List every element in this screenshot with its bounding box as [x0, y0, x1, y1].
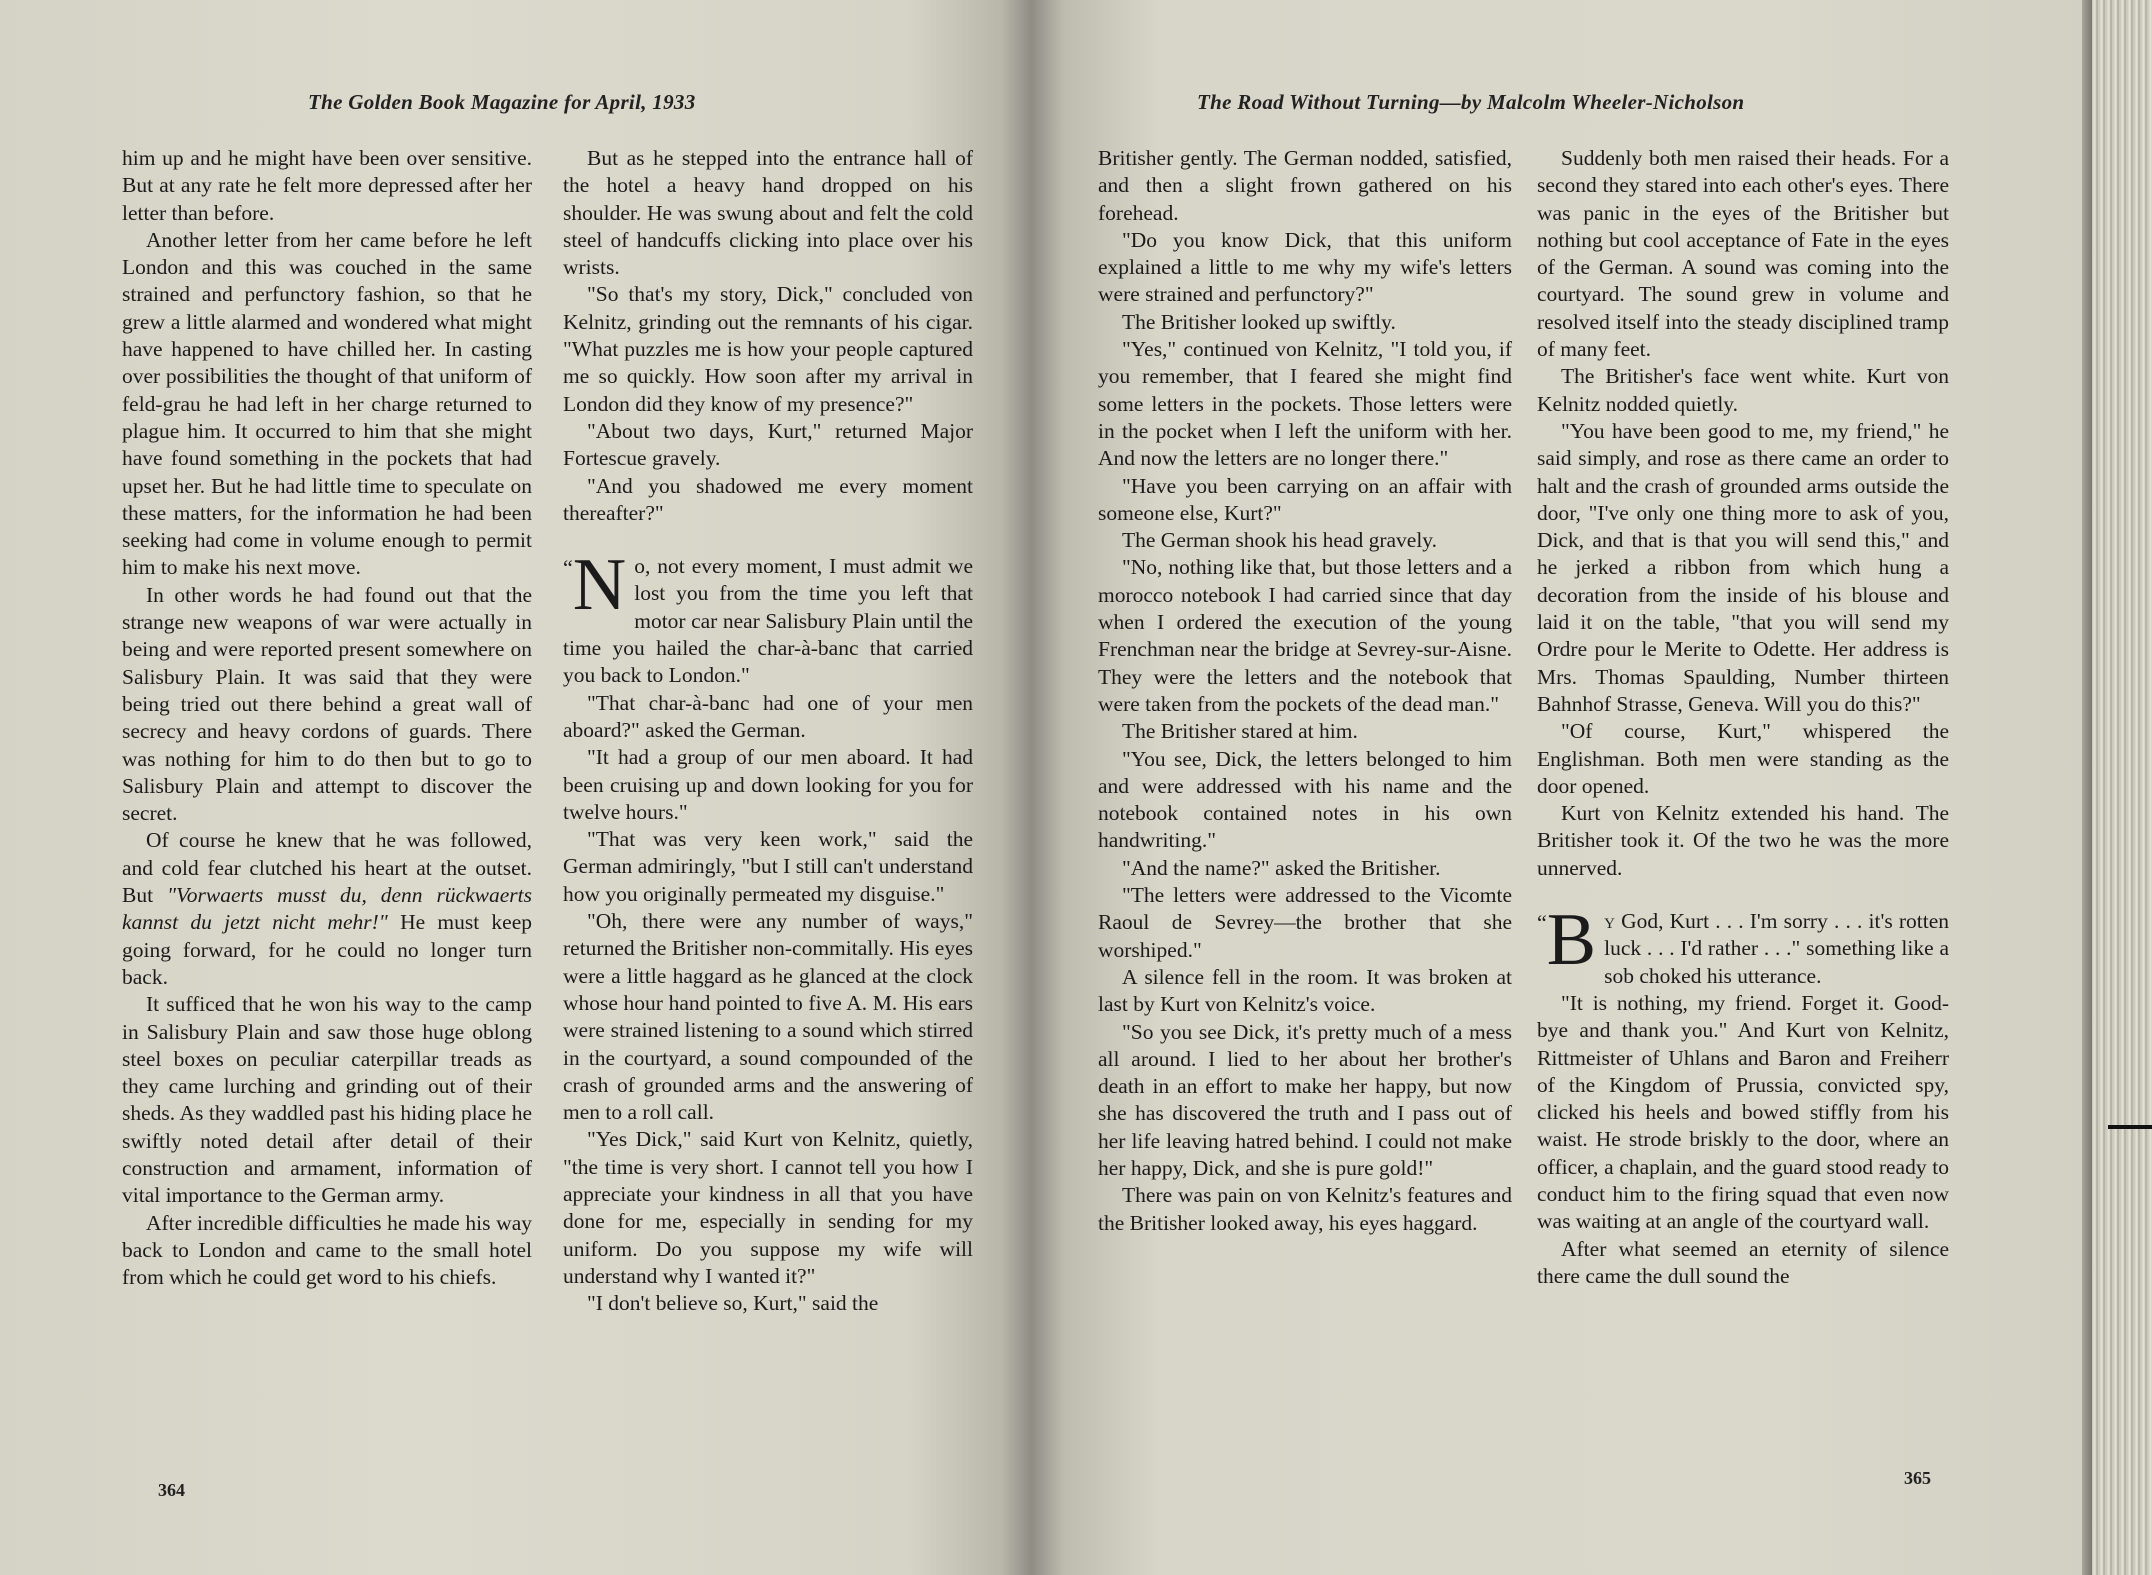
dropcap-quote: “ — [1537, 910, 1547, 936]
paragraph: "That char-à-banc had one of your men aboard?" asked the German. — [563, 690, 973, 742]
paragraph: "So that's my story, Dick," concluded von Kelnitz, grinding out the remnants of his cigar. "What puzzles me is how your people captured me so quickly. How soon after my arrival in London did they know of my presence?" — [563, 282, 973, 416]
paragraph: The Britisher's face went white. Kurt von Kelnitz nodded quietly. — [1537, 364, 1949, 416]
paragraph: The Britisher looked up swiftly. — [1122, 309, 1396, 334]
paragraph: After incredible difficulties he made his way back to London and came to the small hotel from which he could get word to his chiefs. — [122, 1210, 532, 1290]
paragraph: him up and he might have been over sensitive. But at any rate he felt more depressed after her letter than before. — [122, 146, 532, 225]
paragraph: "You have been good to me, my friend," he said simply, and rose as there came an order to halt and the crash of grounded arms outside the door, "I've only one thing more to ask of you, Dick, and that is that you will send this," and he jerked a ribbon from which hung a decoration from the inside of his blouse and laid it on the table, "that you will send my Ordre pour le Merite to Odette. Her address is Mrs. Thomas Spaulding, Number thirteen Bahnhof Strasse, Geneva. Will you do this?" — [1537, 418, 1949, 716]
dropcap-paragraph — [563, 544, 973, 689]
dropcap-letter: B — [1546, 899, 1597, 982]
dropcap-quote: “ — [563, 555, 573, 581]
paragraph: The Britisher stared at him. — [1122, 719, 1358, 744]
right-column-2 — [1537, 145, 1949, 1290]
paragraph: "No, nothing like that, but those letters and a morocco notebook I had carried since that day when I ordered the execution of the young Frenchman near the bridge at Sevrey-sur-Aisne. They were the letters and the notebook that were taken from the pockets of the dead man." — [1098, 555, 1512, 716]
paragraph: There was pain on von Kelnitz's features and the Britisher looked away, his eyes haggard. — [1098, 1183, 1512, 1235]
paragraph: "And the name?" asked the Britisher. — [1122, 855, 1441, 880]
paragraph — [122, 827, 532, 991]
paragraph: In other words he had found out that the strange new weapons of war were actually in being and were reported present somewhere on Salisbury Plain. It was said that they were being tried out there behind a great wall of secrecy and heavy cordons of guards. There was nothing for him to do then but to go to Salisbury Plain and attempt to discover the secret. — [122, 582, 532, 826]
left-page — [0, 0, 1032, 1575]
paragraph: "Have you been carrying on an affair with someone else, Kurt?" — [1098, 473, 1512, 525]
dropcap-smallcaps: y — [1604, 909, 1615, 934]
paragraph-text: Of course he knew that he was followed, and cold fear clutched his heart at the outset. But — [122, 828, 532, 908]
paragraph: "Of course, Kurt," whispered the Englishman. Both men were standing as the door opened. — [1537, 719, 1949, 798]
paragraph: Britisher gently. The German nodded, satisfied, and then a slight frown gathered on his forehead. — [1098, 146, 1512, 225]
left-column-2 — [563, 145, 973, 1317]
paragraph: A silence fell in the room. It was broken at last by Kurt von Kelnitz's voice. — [1098, 964, 1512, 1017]
left-page-header: The Golden Book Magazine for April, 1933 — [308, 90, 696, 114]
right-page — [1032, 0, 2092, 1575]
paragraph: "About two days, Kurt," returned Major Fortescue gravely. — [563, 418, 973, 471]
right-page-header: The Road Without Turning—by Malcolm Wheeler-Nicholson — [1197, 90, 1745, 114]
paragraph: "And you shadowed me every moment thereafter?" — [563, 473, 973, 525]
paragraph: Suddenly both men raised their heads. For a second they stared into each other's eyes. There was panic in the eyes of the Britisher but nothing but cool acceptance of Fate in the eyes of the German. A sound was coming into the courtyard. The sound grew in volume and resolved itself into the steady disciplined tramp of many feet. — [1537, 146, 1949, 362]
paragraph: Kurt von Kelnitz extended his hand. The Britisher took it. Of the two he was the more unnerved. — [1537, 801, 1949, 880]
paragraph: "Yes," continued von Kelnitz, "I told you, if you remember, that I feared she might find some letters in the pockets. Those letters were in the pocket when I left the uniform with her. And now the letters are no longer there." — [1098, 337, 1512, 471]
paragraph: It sufficed that he won his way to the camp in Salisbury Plain and saw those huge oblong steel boxes on peculiar caterpillar treads as they came lurching and grinding out of their sheds. As they waddled past his hiding place he swiftly noted detail after detail of their construction and armament, information of vital importance to the German army. — [122, 992, 532, 1208]
dropcap-letter: N — [572, 544, 627, 627]
paragraph: The German shook his head gravely. — [1122, 528, 1438, 553]
paragraph: "Do you know Dick, that this uniform explained a little to me why my wife's letters were strained and perfunctory?" — [1098, 227, 1512, 307]
paragraph: "Oh, there were any number of ways," returned the Britisher non-commitally. His eyes were a little haggard as he glanced at the clock whose hour hand pointed to five A. M. His ears were strained listening to a sound which stirred in the courtyard, a sound compounded of the crash of grounded arms and the answering of men to a roll call. — [563, 909, 973, 1125]
paragraph-text: He must keep going forward, for he could no longer turn back. — [122, 910, 533, 989]
right-page-number: 365 — [1904, 1468, 1931, 1488]
book-page-edges — [2092, 0, 2152, 1575]
margin-mark — [2108, 1125, 2152, 1129]
paragraph: "I don't believe so, Kurt," said the — [587, 1291, 879, 1316]
paragraph: "The letters were addressed to the Vicomte Raoul de Sevrey—the brother that she worshiped." — [1098, 883, 1512, 962]
dropcap-text: o, not every moment, I must admit we lost you from the time you left that motor car near Salisbury Plain until the time you hailed the char-à-banc that carried you back to London." — [563, 554, 973, 688]
paragraph: "It had a group of our men aboard. It had been cruising up and down looking for you for twelve hours." — [563, 745, 973, 824]
paragraph: "It is nothing, my friend. Forget it. Good-bye and thank you." And Kurt von Kelnitz, Rittmeister of Uhlans and Baron and Freiherr of the Kingdom of Prussia, convicted spy, clicked his heels and bowed stiffly from his waist. He strode briskly to the door, where an officer, a chaplain, and the guard stood ready to conduct him to the firing squad that even now was waiting at an angle of the courtyard wall. — [1537, 990, 1949, 1234]
dropcap-paragraph — [1537, 899, 1949, 990]
paragraph: "Yes Dick," said Kurt von Kelnitz, quietly, "the time is very short. I cannot tell you how I appreciate your kindness in all that you have done for me, especially in sending for my uniform. Do you suppose my wife will understand why I wanted it?" — [563, 1127, 973, 1288]
left-column-1 — [122, 145, 532, 1291]
paragraph: Another letter from her came before he left London and this was couched in the same strained and perfunctory fashion, so that he grew a little alarmed and wondered what might have happened to have chilled her. In casting over possibilities the thought of that uniform of feld-grau he had left in her charge returned to plague him. It occurred to him that she might have found something in the pockets that had upset her. But he had little time to speculate on these matters, for the information he had been seeking had come in volume enough to permit him to make his next move. — [122, 227, 532, 580]
paragraph: But as he stepped into the entrance hall of the hotel a heavy hand dropped on his shoulder. He was swung about and felt the cold steel of handcuffs clicking into place over his wrists. — [563, 146, 973, 280]
paragraph: "So you see Dick, it's pretty much of a mess all around. I lied to her about her brother's death in an effort to make her happy, but now she has discovered the truth and I pass out of her life leaving hatred behind. I could not make her happy, Dick, and she is pure gold!" — [1098, 1019, 1512, 1180]
right-column-1 — [1098, 145, 1512, 1237]
paragraph: After what seemed an eternity of silence there came the dull sound the — [1537, 1236, 1949, 1288]
paragraph: "You see, Dick, the letters belonged to him and were addressed with his name and the notebook contained notes in his own handwriting." — [1098, 746, 1512, 853]
german-quote: "Vorwaerts musst du, denn rückwaerts kannst du jetzt nicht mehr!" — [122, 883, 533, 935]
left-page-number: 364 — [158, 1480, 185, 1500]
dropcap-text: God, Kurt . . . I'm sorry . . . it's rotten luck . . . I'd rather . . ." something like a sob choked his utterance. — [1604, 909, 1949, 988]
paragraph: "That was very keen work," said the German admiringly, "but I still can't understand how you originally permeated my disguise." — [563, 827, 973, 906]
